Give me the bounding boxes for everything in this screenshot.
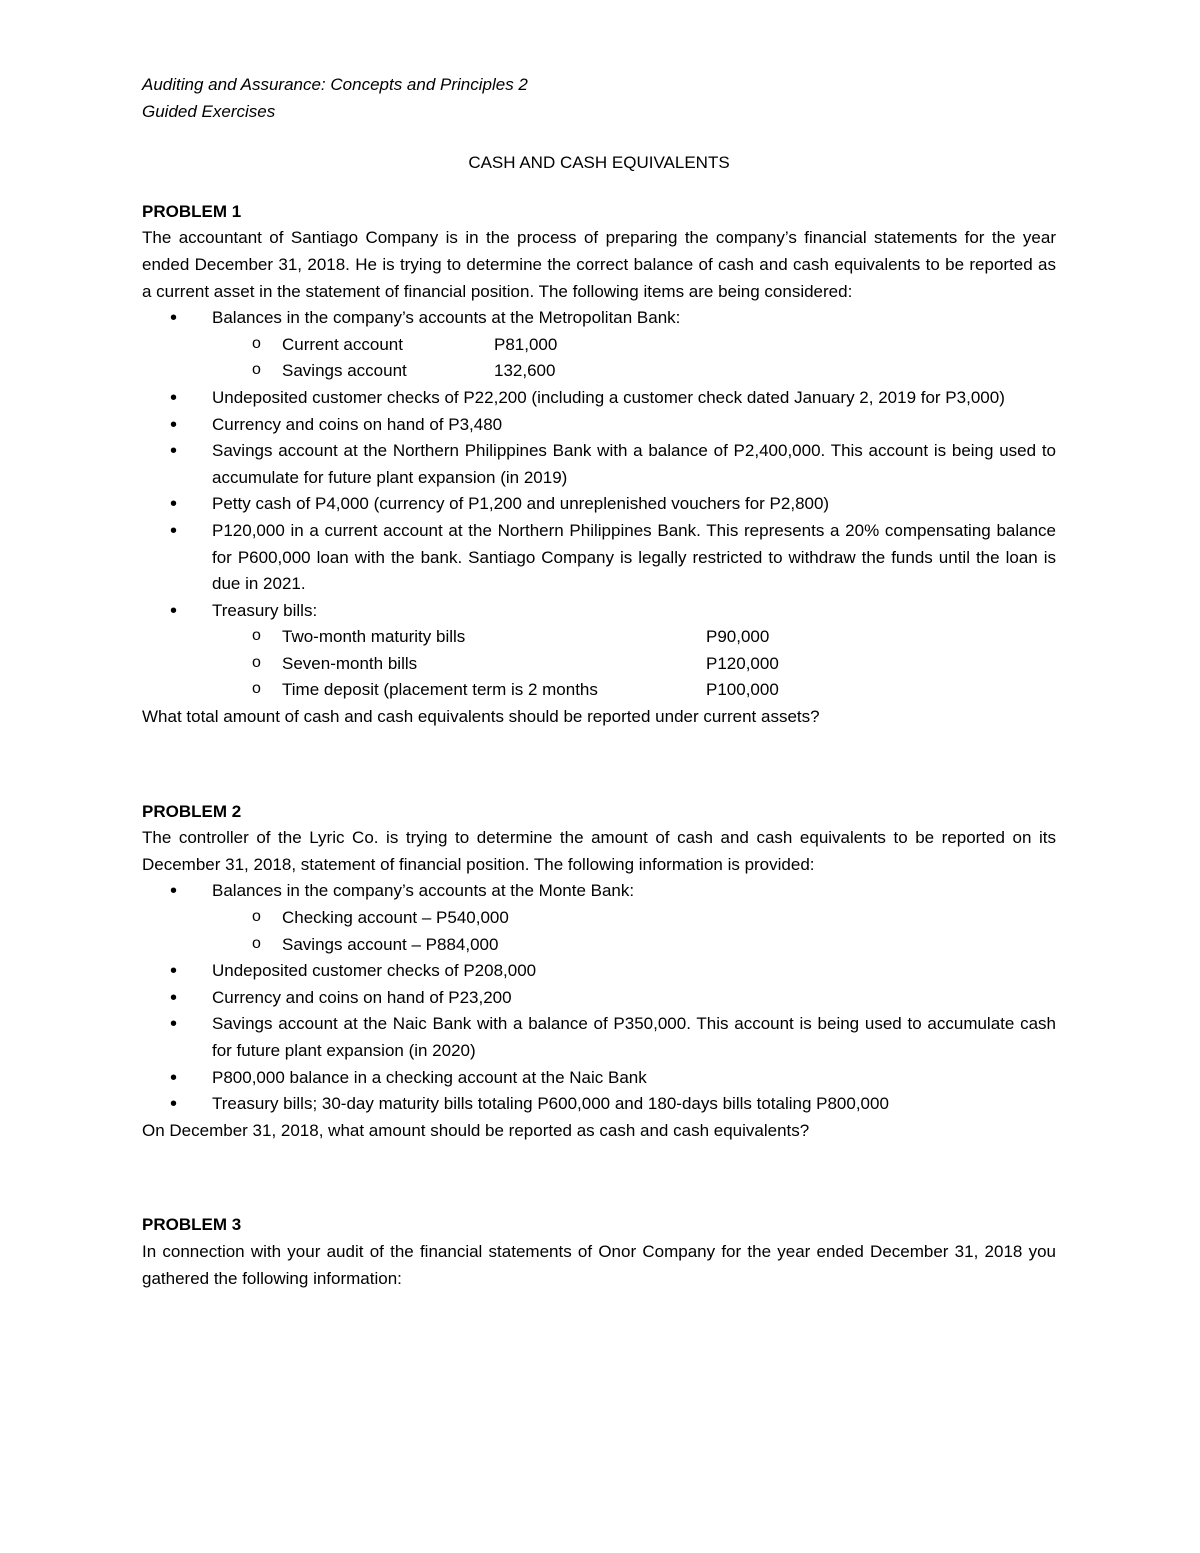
- course-title: Auditing and Assurance: Concepts and Principles 2: [142, 75, 528, 94]
- problem-1-heading: PROBLEM 1: [142, 201, 242, 221]
- list-item: • Currency and coins on hand of P3,480: [142, 412, 1056, 439]
- list-item: • Treasury bills; 30-day maturity bills totaling P600,000 and 180-days bills totaling P800,000: [142, 1091, 1056, 1118]
- sub-item-label: o Seven-month bills: [282, 653, 418, 673]
- sub-item-amount: 132,600: [494, 361, 556, 381]
- sub-list-item: o Savings account – P884,000: [212, 932, 1056, 959]
- sub-item-amount: P120,000: [706, 653, 779, 673]
- sub-list-item: [212, 624, 1056, 651]
- problem-3-heading: PROBLEM 3: [142, 1215, 242, 1235]
- list-item: • Savings account at the Northern Philippines Bank with a balance of P2,400,000. This account is being used to accumulate for future plant expansion (in 2019): [142, 438, 1056, 491]
- sub-item-amount: P81,000: [494, 334, 558, 354]
- sub-list: [212, 332, 1056, 385]
- document-page: [142, 72, 1056, 1292]
- sub-list: [212, 624, 1056, 704]
- list-item: • Undeposited customer checks of P208,000: [142, 958, 1056, 985]
- list-item: • Currency and coins on hand of P23,200: [142, 985, 1056, 1012]
- list-item: • Savings account at the Naic Bank with a balance of P350,000. This account is being used to accumulate cash for future plant expansion (in 2020): [142, 1011, 1056, 1064]
- sub-list-item: [212, 651, 1056, 678]
- sub-list-item: [212, 677, 1056, 704]
- list-item-text: Balances in the company’s accounts at the Metropolitan Bank:: [212, 308, 681, 328]
- list-item: • Undeposited customer checks of P22,200 (including a customer check dated January 2, 2019 for P3,000): [142, 385, 1056, 412]
- course-subtitle: Guided Exercises: [142, 101, 276, 121]
- list-item: • P120,000 in a current account at the Northern Philippines Bank. This represents a 20% compensating balance for P600,000 loan with the bank. Santiago Company is legally restricted to withdraw the funds until the loan is due in 2021.: [142, 518, 1056, 598]
- sub-item-label: o Savings account: [282, 361, 407, 381]
- list-item: [142, 305, 1056, 385]
- list-item: • Petty cash of P4,000 (currency of P1,200 and unreplenished vouchers for P2,800): [142, 491, 1056, 518]
- sub-item-label: o Time deposit (placement term is 2 months: [282, 680, 598, 700]
- sub-list-item: o Checking account – P540,000: [212, 905, 1056, 932]
- problem-2-question: On December 31, 2018, what amount should be reported as cash and cash equivalents?: [142, 1120, 810, 1140]
- problem-1-question: What total amount of cash and cash equivalents should be reported under current assets?: [142, 707, 820, 727]
- list-item-text: Balances in the company’s accounts at the Monte Bank:: [212, 881, 635, 901]
- sub-list-item: [212, 358, 1056, 385]
- sub-item-amount: P100,000: [706, 680, 779, 700]
- list-item-text: Treasury bills:: [212, 600, 318, 620]
- sub-list-item: [212, 332, 1056, 359]
- problem-2-intro: The controller of the Lyric Co. is trying to determine the amount of cash and cash equivalents to be reported on its December 31, 2018, statement of financial position. The following information is provided:: [142, 828, 1056, 874]
- list-item: [142, 878, 1056, 958]
- problem-1-list: [142, 305, 1056, 704]
- list-item: • P800,000 balance in a checking account at the Naic Bank: [142, 1065, 1056, 1092]
- problem-3-intro: In connection with your audit of the financial statements of Onor Company for the year ended December 31, 2018 you gathered the following information:: [142, 1241, 1056, 1288]
- sub-list: [212, 905, 1056, 958]
- sub-item-label: o Current account: [282, 334, 403, 354]
- problem-2-list: [142, 878, 1056, 1117]
- document-title: CASH AND CASH EQUIVALENTS: [468, 153, 730, 173]
- sub-item-label: o Two-month maturity bills: [282, 627, 466, 647]
- sub-item-amount: P90,000: [706, 627, 770, 647]
- list-item: [142, 598, 1056, 704]
- problem-2-heading: PROBLEM 2: [142, 801, 242, 821]
- problem-1-intro: The accountant of Santiago Company is in the process of preparing the company’s financial statements for the year ended December 31, 2018. He is trying to determine the correct balance of cash and cash equivalents to be reported as a current asset in the statement of financial position. The following items are being considered:: [142, 228, 1056, 301]
